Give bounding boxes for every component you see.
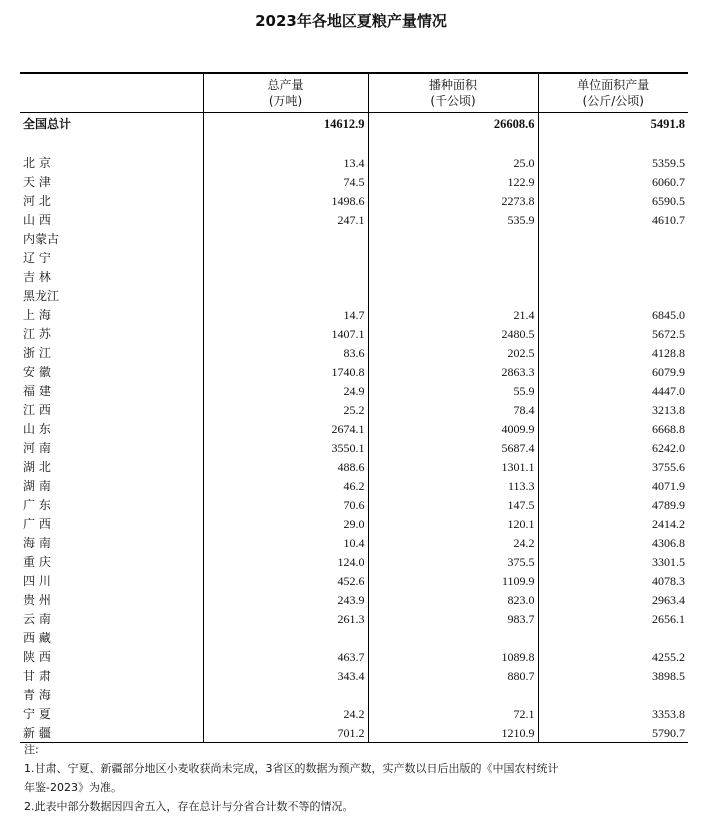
table-row — [20, 229, 688, 248]
province-name: 西 藏 — [23, 630, 51, 645]
header-output — [203, 73, 368, 113]
table-row — [20, 267, 688, 286]
yield-cell — [538, 248, 688, 267]
total-area: 26608.6 — [368, 113, 538, 136]
area-cell: 983.7 — [368, 609, 538, 628]
province-name: 湖 北 — [23, 459, 51, 474]
output-cell: 3550.1 — [203, 438, 368, 457]
output-cell: 83.6 — [203, 343, 368, 362]
table-row — [20, 324, 688, 343]
yield-cell: 6242.0 — [538, 438, 688, 457]
output-cell: 124.0 — [203, 552, 368, 571]
total-output: 14612.9 — [203, 113, 368, 136]
area-cell: 5687.4 — [368, 438, 538, 457]
area-cell: 2863.3 — [368, 362, 538, 381]
yield-cell: 2963.4 — [538, 590, 688, 609]
table-row — [20, 590, 688, 609]
total-row — [20, 113, 688, 136]
yield-cell: 5359.5 — [538, 153, 688, 172]
table-row — [20, 381, 688, 400]
province-name: 上 海 — [23, 307, 51, 322]
yield-cell — [538, 267, 688, 286]
total-label: 全国总计 — [23, 117, 72, 131]
province-name: 吉 林 — [23, 269, 51, 284]
area-cell: 78.4 — [368, 400, 538, 419]
output-cell: 1740.8 — [203, 362, 368, 381]
province-name: 北 京 — [23, 155, 51, 170]
table-row — [20, 704, 688, 723]
note-1-line-1: 1.甘肃、宁夏、新疆部分地区小麦收获尚未完成，3省区的数据为预产数，实产数以日后出版的《中国农村统计 — [24, 762, 559, 775]
table-row — [20, 628, 688, 647]
total-yield: 5491.8 — [538, 113, 688, 136]
header-output-label: 总产量 — [267, 78, 304, 92]
header-yield-unit: (公斤/公顷) — [582, 94, 644, 108]
output-cell: 2674.1 — [203, 419, 368, 438]
yield-cell: 4789.9 — [538, 495, 688, 514]
yield-cell: 5672.5 — [538, 324, 688, 343]
table-row — [20, 666, 688, 685]
table-row — [20, 210, 688, 229]
area-cell: 120.1 — [368, 514, 538, 533]
area-cell — [368, 248, 538, 267]
area-cell: 72.1 — [368, 704, 538, 723]
output-cell: 74.5 — [203, 172, 368, 191]
table-row — [20, 495, 688, 514]
yield-cell: 6845.0 — [538, 305, 688, 324]
province-name: 山 西 — [23, 212, 51, 227]
province-name: 四 川 — [23, 573, 51, 588]
yield-cell: 4306.8 — [538, 533, 688, 552]
table-row — [20, 609, 688, 628]
province-name: 江 苏 — [23, 326, 51, 341]
province-name: 福 建 — [23, 383, 51, 398]
table-row — [20, 647, 688, 666]
output-cell: 452.6 — [203, 571, 368, 590]
yield-cell: 6079.9 — [538, 362, 688, 381]
table-row — [20, 248, 688, 267]
province-name: 广 西 — [23, 516, 51, 531]
province-name: 云 南 — [23, 611, 51, 626]
province-name: 河 北 — [23, 193, 51, 208]
output-cell: 463.7 — [203, 647, 368, 666]
province-name: 内蒙古 — [23, 231, 60, 246]
province-name: 黑龙江 — [23, 288, 60, 303]
area-cell — [368, 628, 538, 647]
area-cell: 1210.9 — [368, 723, 538, 743]
yield-cell: 3353.8 — [538, 704, 688, 723]
output-cell: 261.3 — [203, 609, 368, 628]
notes-label: 注: — [24, 743, 39, 756]
province-name: 新 疆 — [20, 723, 203, 743]
output-cell: 24.2 — [203, 704, 368, 723]
area-cell: 21.4 — [368, 305, 538, 324]
area-cell: 2273.8 — [368, 191, 538, 210]
table-row — [20, 286, 688, 305]
area-cell: 113.3 — [368, 476, 538, 495]
table-row — [20, 438, 688, 457]
province-name: 安 徽 — [23, 364, 51, 379]
yield-cell: 4610.7 — [538, 210, 688, 229]
province-name: 贵 州 — [23, 592, 51, 607]
table-row — [20, 305, 688, 324]
table-row — [20, 400, 688, 419]
province-name: 广 东 — [23, 497, 51, 512]
yield-cell: 3898.5 — [538, 666, 688, 685]
area-cell: 1301.1 — [368, 457, 538, 476]
spacer-row — [20, 135, 688, 153]
header-region — [20, 73, 203, 113]
output-cell: 488.6 — [203, 457, 368, 476]
header-output-unit: (万吨) — [268, 94, 303, 108]
yield-cell: 6590.5 — [538, 191, 688, 210]
output-cell: 70.6 — [203, 495, 368, 514]
table-row — [20, 571, 688, 590]
province-name: 浙 江 — [23, 345, 51, 360]
yield-cell: 4071.9 — [538, 476, 688, 495]
output-cell: 247.1 — [203, 210, 368, 229]
output-cell: 243.9 — [203, 590, 368, 609]
province-name: 河 南 — [23, 440, 51, 455]
header-area — [368, 73, 538, 113]
province-name: 重 庆 — [23, 554, 51, 569]
table-header-row — [20, 73, 688, 113]
output-cell: 25.2 — [203, 400, 368, 419]
table-row — [20, 362, 688, 381]
output-cell — [203, 628, 368, 647]
output-cell: 13.4 — [203, 153, 368, 172]
yield-cell: 6060.7 — [538, 172, 688, 191]
area-cell: 25.0 — [368, 153, 538, 172]
output-cell: 343.4 — [203, 666, 368, 685]
header-yield — [538, 73, 688, 113]
header-area-label: 播种面积 — [428, 78, 477, 92]
table-row — [20, 191, 688, 210]
province-name: 宁 夏 — [23, 706, 51, 721]
output-cell: 10.4 — [203, 533, 368, 552]
yield-cell — [538, 628, 688, 647]
output-cell: 701.2 — [203, 723, 368, 743]
province-name: 湖 南 — [23, 478, 51, 493]
area-cell: 880.7 — [368, 666, 538, 685]
output-cell: 29.0 — [203, 514, 368, 533]
header-yield-label: 单位面积产量 — [577, 78, 650, 92]
area-cell — [368, 286, 538, 305]
output-cell — [203, 248, 368, 267]
yield-cell: 5790.7 — [538, 723, 688, 743]
note-1-line-2: 年鉴-2023》为准。 — [24, 781, 122, 794]
summer-grain-table — [20, 72, 688, 743]
table-row — [20, 514, 688, 533]
table-row — [20, 343, 688, 362]
yield-cell: 2656.1 — [538, 609, 688, 628]
output-cell — [203, 685, 368, 704]
output-cell: 1407.1 — [203, 324, 368, 343]
province-name: 山 东 — [23, 421, 51, 436]
yield-cell: 2414.2 — [538, 514, 688, 533]
area-cell: 147.5 — [368, 495, 538, 514]
province-name: 辽 宁 — [23, 250, 51, 265]
table-row — [20, 153, 688, 172]
area-cell: 823.0 — [368, 590, 538, 609]
output-cell — [203, 267, 368, 286]
area-cell: 55.9 — [368, 381, 538, 400]
area-cell: 4009.9 — [368, 419, 538, 438]
table-row — [20, 172, 688, 191]
yield-cell: 3755.6 — [538, 457, 688, 476]
area-cell: 1109.9 — [368, 571, 538, 590]
yield-cell: 3213.8 — [538, 400, 688, 419]
area-cell — [368, 229, 538, 248]
table-row — [20, 552, 688, 571]
output-cell — [203, 286, 368, 305]
note-2: 2.此表中部分数据因四舍五入，存在总计与分省合计数不等的情况。 — [24, 800, 354, 813]
yield-cell: 4128.8 — [538, 343, 688, 362]
yield-cell: 4255.2 — [538, 647, 688, 666]
province-name: 天 津 — [23, 174, 51, 189]
area-cell: 1089.8 — [368, 647, 538, 666]
province-name: 江 西 — [23, 402, 51, 417]
output-cell: 24.9 — [203, 381, 368, 400]
province-name: 青 海 — [23, 687, 51, 702]
output-cell: 46.2 — [203, 476, 368, 495]
area-cell — [368, 267, 538, 286]
page-title: 2023年各地区夏粮产量情况 — [255, 12, 447, 30]
table-row — [20, 685, 688, 704]
area-cell: 375.5 — [368, 552, 538, 571]
province-name: 甘 肃 — [23, 668, 51, 683]
output-cell: 1498.6 — [203, 191, 368, 210]
area-cell: 122.9 — [368, 172, 538, 191]
footnotes — [24, 740, 684, 816]
output-cell — [203, 229, 368, 248]
province-name: 陕 西 — [23, 649, 51, 664]
header-area-unit: (千公顷) — [430, 94, 476, 108]
output-cell: 14.7 — [203, 305, 368, 324]
area-cell: 535.9 — [368, 210, 538, 229]
table-row — [20, 419, 688, 438]
yield-cell — [538, 286, 688, 305]
yield-cell: 4447.0 — [538, 381, 688, 400]
area-cell: 24.2 — [368, 533, 538, 552]
yield-cell: 4078.3 — [538, 571, 688, 590]
area-cell — [368, 685, 538, 704]
yield-cell — [538, 685, 688, 704]
area-cell: 202.5 — [368, 343, 538, 362]
table-row — [20, 457, 688, 476]
table-row — [20, 476, 688, 495]
province-name: 海 南 — [23, 535, 51, 550]
table-row — [20, 533, 688, 552]
yield-cell — [538, 229, 688, 248]
yield-cell: 6668.8 — [538, 419, 688, 438]
area-cell: 2480.5 — [368, 324, 538, 343]
yield-cell: 3301.5 — [538, 552, 688, 571]
